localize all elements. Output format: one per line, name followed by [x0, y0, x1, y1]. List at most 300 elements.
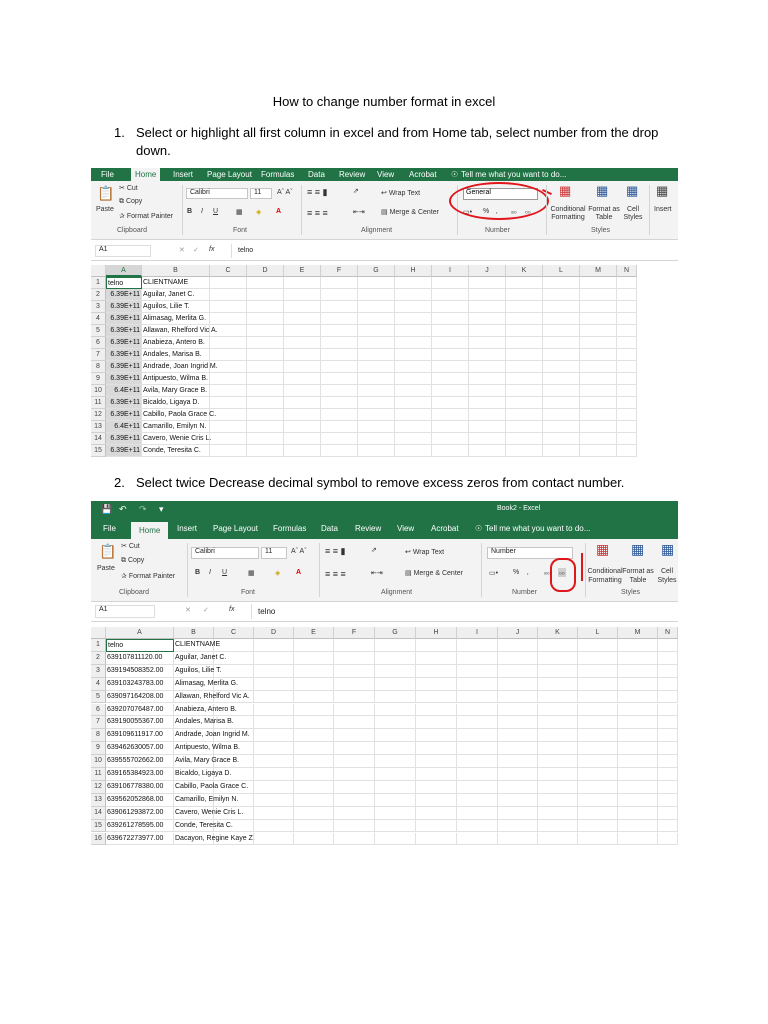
- cell[interactable]: [214, 729, 254, 742]
- percent-button[interactable]: %: [483, 208, 490, 215]
- cell-telno[interactable]: 6.39E+11: [106, 325, 142, 337]
- row-header[interactable]: 3: [91, 301, 106, 313]
- cell[interactable]: [538, 704, 578, 717]
- worksheet-grid[interactable]: [91, 627, 678, 850]
- cell[interactable]: [469, 325, 506, 337]
- italic-button[interactable]: I: [209, 569, 211, 576]
- cell[interactable]: [498, 820, 538, 833]
- tab-view[interactable]: View: [377, 170, 395, 179]
- tab-page-layout[interactable]: Page Layout: [207, 170, 252, 179]
- cell[interactable]: [254, 768, 294, 781]
- cell[interactable]: [658, 781, 678, 794]
- cell[interactable]: [506, 337, 543, 349]
- cell[interactable]: [294, 639, 334, 652]
- cell[interactable]: [538, 665, 578, 678]
- cell-telno[interactable]: 6.4E+11: [106, 385, 142, 397]
- cell[interactable]: [618, 781, 658, 794]
- cell[interactable]: [375, 794, 416, 807]
- fill-color-icon[interactable]: ◈: [256, 209, 262, 216]
- column-header-c[interactable]: C: [210, 265, 247, 277]
- cell[interactable]: [284, 325, 321, 337]
- cell[interactable]: [284, 289, 321, 301]
- cell[interactable]: [247, 289, 284, 301]
- cell[interactable]: [432, 361, 469, 373]
- cell[interactable]: [395, 409, 432, 421]
- cell[interactable]: [432, 349, 469, 361]
- cell[interactable]: [543, 421, 580, 433]
- increase-decimal-icon[interactable]: ₈₀: [544, 569, 550, 576]
- cell[interactable]: [618, 794, 658, 807]
- cell-telno[interactable]: 639194508352.00: [106, 665, 174, 678]
- customize-toolbar-icon[interactable]: ▾: [159, 504, 164, 514]
- format-painter-button[interactable]: [121, 572, 175, 580]
- cell[interactable]: [506, 397, 543, 409]
- cell[interactable]: [334, 755, 375, 768]
- cell[interactable]: [580, 337, 617, 349]
- cell[interactable]: [416, 678, 457, 691]
- cell[interactable]: [498, 652, 538, 665]
- cell-clientname[interactable]: Antipuesto, Wilma B.: [142, 373, 210, 385]
- cell[interactable]: [247, 373, 284, 385]
- cell-telno[interactable]: 639672273977.00: [106, 833, 174, 846]
- cell[interactable]: [294, 781, 334, 794]
- cell[interactable]: [358, 373, 395, 385]
- cell[interactable]: [395, 325, 432, 337]
- enter-icon[interactable]: ✓: [193, 247, 199, 254]
- cell[interactable]: [538, 794, 578, 807]
- cell[interactable]: [214, 781, 254, 794]
- cell-telno[interactable]: 6.39E+11: [106, 373, 142, 385]
- cell[interactable]: [321, 289, 358, 301]
- cell[interactable]: [498, 755, 538, 768]
- cell[interactable]: [506, 373, 543, 385]
- cell[interactable]: [294, 691, 334, 704]
- cell[interactable]: [214, 833, 254, 846]
- cell-clientname[interactable]: Andrade, Joan Ingrid M.: [174, 729, 214, 742]
- cell[interactable]: [210, 277, 247, 289]
- cell[interactable]: [395, 313, 432, 325]
- cell[interactable]: [294, 704, 334, 717]
- cell[interactable]: [321, 301, 358, 313]
- column-header-l[interactable]: L: [543, 265, 580, 277]
- cell[interactable]: [498, 729, 538, 742]
- tab-review[interactable]: Review: [339, 170, 366, 179]
- cell[interactable]: [210, 433, 247, 445]
- conditional-formatting-button[interactable]: Conditional Formatting: [587, 568, 623, 584]
- cell[interactable]: [214, 716, 254, 729]
- cell-clientname[interactable]: Anabieza, Antero B.: [142, 337, 210, 349]
- copy-button[interactable]: [121, 557, 144, 565]
- cell[interactable]: [375, 820, 416, 833]
- cell[interactable]: [284, 445, 321, 457]
- cell[interactable]: [358, 397, 395, 409]
- cancel-icon[interactable]: ✕: [179, 247, 185, 254]
- cell[interactable]: [375, 755, 416, 768]
- cell[interactable]: [538, 652, 578, 665]
- cell[interactable]: [416, 755, 457, 768]
- cell-clientname[interactable]: Conde, Teresita C.: [174, 820, 214, 833]
- cell[interactable]: [254, 807, 294, 820]
- cell[interactable]: [618, 833, 658, 846]
- cell[interactable]: [618, 691, 658, 704]
- cell[interactable]: [578, 820, 618, 833]
- cell[interactable]: [334, 691, 375, 704]
- cell[interactable]: [469, 361, 506, 373]
- conditional-formatting-button[interactable]: Conditional Formatting: [550, 206, 586, 221]
- cell[interactable]: [578, 678, 618, 691]
- cell[interactable]: [658, 794, 678, 807]
- cell[interactable]: [254, 665, 294, 678]
- cell[interactable]: [416, 768, 457, 781]
- cell[interactable]: [469, 385, 506, 397]
- cell[interactable]: [254, 716, 294, 729]
- row-header[interactable]: 6: [91, 704, 106, 717]
- cell[interactable]: [457, 781, 498, 794]
- cell[interactable]: [294, 716, 334, 729]
- cell[interactable]: [618, 652, 658, 665]
- column-header-m[interactable]: M: [580, 265, 617, 277]
- align-top-icon[interactable]: ≡ ≡ ▮: [307, 187, 328, 197]
- cell[interactable]: [321, 421, 358, 433]
- cell-clientname[interactable]: Aguilar, Janet C.: [142, 289, 210, 301]
- cell[interactable]: [334, 704, 375, 717]
- row-header[interactable]: 2: [91, 289, 106, 301]
- cell[interactable]: [543, 373, 580, 385]
- cell[interactable]: [432, 409, 469, 421]
- column-header-h[interactable]: H: [395, 265, 432, 277]
- cell[interactable]: [358, 289, 395, 301]
- cell[interactable]: [254, 755, 294, 768]
- cell-clientname[interactable]: Alimasag, Merlita G.: [174, 678, 214, 691]
- cell[interactable]: [658, 729, 678, 742]
- cell[interactable]: [506, 361, 543, 373]
- cell-telno[interactable]: 639061293872.00: [106, 807, 174, 820]
- cell[interactable]: [457, 807, 498, 820]
- cell[interactable]: [358, 349, 395, 361]
- cell[interactable]: [214, 820, 254, 833]
- cell[interactable]: [247, 325, 284, 337]
- insert-cells-button[interactable]: Insert: [654, 206, 672, 213]
- cell[interactable]: [538, 742, 578, 755]
- cancel-icon[interactable]: ✕: [185, 607, 191, 614]
- comma-icon[interactable]: ‚: [496, 208, 498, 215]
- cell-telno[interactable]: telno: [106, 277, 142, 289]
- cell[interactable]: [254, 781, 294, 794]
- cell[interactable]: [416, 820, 457, 833]
- font-color-icon[interactable]: A: [296, 569, 302, 576]
- row-header[interactable]: 11: [91, 768, 106, 781]
- cell[interactable]: [284, 397, 321, 409]
- cell[interactable]: [375, 665, 416, 678]
- cell[interactable]: [210, 409, 247, 421]
- cell[interactable]: [416, 833, 457, 846]
- cell[interactable]: [658, 820, 678, 833]
- cell[interactable]: [395, 289, 432, 301]
- row-header[interactable]: 9: [91, 373, 106, 385]
- cell[interactable]: [247, 445, 284, 457]
- cell[interactable]: [334, 768, 375, 781]
- cell[interactable]: [416, 794, 457, 807]
- tab-page-layout[interactable]: Page Layout: [213, 524, 258, 533]
- cell[interactable]: [214, 691, 254, 704]
- cell[interactable]: [334, 639, 375, 652]
- cell-styles-icon[interactable]: ▦: [626, 183, 639, 198]
- cell[interactable]: [294, 820, 334, 833]
- cell-clientname[interactable]: Allawan, Rhelford Vic A.: [174, 691, 214, 704]
- cell[interactable]: [580, 349, 617, 361]
- cell[interactable]: [358, 277, 395, 289]
- cell[interactable]: [210, 385, 247, 397]
- cell[interactable]: [498, 716, 538, 729]
- cell[interactable]: [498, 781, 538, 794]
- bold-button[interactable]: B: [187, 208, 193, 215]
- column-header-h[interactable]: H: [416, 627, 457, 639]
- cell[interactable]: [416, 691, 457, 704]
- cell[interactable]: [543, 409, 580, 421]
- cell-telno[interactable]: 639562052868.00: [106, 794, 174, 807]
- cell[interactable]: [543, 397, 580, 409]
- redo-icon[interactable]: ↷: [139, 504, 147, 514]
- cell[interactable]: [618, 742, 658, 755]
- increase-decimal-icon[interactable]: ₈₀: [511, 208, 517, 215]
- row-header[interactable]: 10: [91, 755, 106, 768]
- number-format-select[interactable]: Number: [487, 547, 573, 559]
- cell[interactable]: [469, 301, 506, 313]
- cell[interactable]: [416, 704, 457, 717]
- row-header[interactable]: 5: [91, 691, 106, 704]
- cell[interactable]: [469, 409, 506, 421]
- cell[interactable]: [543, 337, 580, 349]
- cell[interactable]: [543, 301, 580, 313]
- select-all-corner[interactable]: [91, 265, 106, 277]
- cell[interactable]: [254, 794, 294, 807]
- cell[interactable]: [254, 639, 294, 652]
- cut-button[interactable]: [119, 184, 138, 192]
- paste-label[interactable]: Paste: [96, 206, 114, 213]
- column-header-b[interactable]: B: [142, 265, 210, 277]
- underline-button[interactable]: U: [213, 208, 219, 215]
- cell[interactable]: [498, 768, 538, 781]
- cell-telno[interactable]: 639165384923.00: [106, 768, 174, 781]
- cell[interactable]: [580, 289, 617, 301]
- cell[interactable]: [618, 678, 658, 691]
- cell[interactable]: [538, 639, 578, 652]
- cell[interactable]: [617, 409, 637, 421]
- cell[interactable]: [469, 397, 506, 409]
- row-header[interactable]: 7: [91, 349, 106, 361]
- cell[interactable]: [578, 781, 618, 794]
- cell[interactable]: [538, 691, 578, 704]
- column-header-k[interactable]: K: [538, 627, 578, 639]
- cell[interactable]: [618, 755, 658, 768]
- cell-styles-button[interactable]: Cell Styles: [623, 206, 643, 221]
- cell[interactable]: [457, 755, 498, 768]
- cell[interactable]: [210, 373, 247, 385]
- cell[interactable]: [321, 349, 358, 361]
- cell-clientname[interactable]: Camarillo, Emilyn N.: [142, 421, 210, 433]
- cell[interactable]: [469, 421, 506, 433]
- column-header-b[interactable]: B: [174, 627, 214, 639]
- cell[interactable]: [214, 665, 254, 678]
- row-header[interactable]: 2: [91, 652, 106, 665]
- column-header-f[interactable]: F: [321, 265, 358, 277]
- cell[interactable]: [254, 652, 294, 665]
- cell[interactable]: [498, 665, 538, 678]
- cell-clientname[interactable]: Aguilos, Lilie T.: [174, 665, 214, 678]
- cell[interactable]: [498, 704, 538, 717]
- cell[interactable]: [617, 289, 637, 301]
- cell[interactable]: [538, 768, 578, 781]
- cell[interactable]: [210, 313, 247, 325]
- row-header[interactable]: 4: [91, 313, 106, 325]
- cell[interactable]: [254, 833, 294, 846]
- cell[interactable]: [543, 313, 580, 325]
- cell[interactable]: [469, 349, 506, 361]
- cell[interactable]: [469, 277, 506, 289]
- tab-formulas[interactable]: Formulas: [273, 524, 307, 533]
- cell[interactable]: [284, 361, 321, 373]
- cell[interactable]: [334, 665, 375, 678]
- select-all-corner[interactable]: [91, 627, 106, 639]
- cell[interactable]: [618, 807, 658, 820]
- cell[interactable]: [254, 820, 294, 833]
- cell[interactable]: [580, 325, 617, 337]
- cell[interactable]: [432, 445, 469, 457]
- column-header-c[interactable]: C: [214, 627, 254, 639]
- row-header[interactable]: 12: [91, 781, 106, 794]
- cell[interactable]: [416, 665, 457, 678]
- cell[interactable]: [617, 397, 637, 409]
- cell[interactable]: [617, 361, 637, 373]
- cell[interactable]: [375, 678, 416, 691]
- cell[interactable]: [214, 704, 254, 717]
- cell[interactable]: [375, 781, 416, 794]
- cell[interactable]: [375, 691, 416, 704]
- cell[interactable]: [580, 313, 617, 325]
- percent-button[interactable]: %: [513, 569, 520, 576]
- tab-file[interactable]: File: [103, 524, 116, 533]
- cell[interactable]: [578, 807, 618, 820]
- cell-clientname[interactable]: Bicaldo, Ligaya D.: [142, 397, 210, 409]
- tab-formulas[interactable]: Formulas: [261, 170, 295, 179]
- cell[interactable]: [543, 325, 580, 337]
- row-header[interactable]: 14: [91, 433, 106, 445]
- cell[interactable]: [334, 807, 375, 820]
- cell[interactable]: [254, 729, 294, 742]
- cell[interactable]: [617, 445, 637, 457]
- cell[interactable]: [416, 716, 457, 729]
- cell[interactable]: [578, 729, 618, 742]
- row-header[interactable]: 8: [91, 361, 106, 373]
- cell[interactable]: [580, 301, 617, 313]
- cell[interactable]: [498, 691, 538, 704]
- cell[interactable]: [432, 385, 469, 397]
- row-header[interactable]: 13: [91, 794, 106, 807]
- cell[interactable]: [321, 325, 358, 337]
- cell-telno[interactable]: 6.39E+11: [106, 397, 142, 409]
- cell-clientname[interactable]: Antipuesto, Wilma B.: [174, 742, 214, 755]
- cut-button[interactable]: [121, 542, 140, 550]
- tell-me-search[interactable]: Tell me what you want to do...: [485, 524, 591, 533]
- cell[interactable]: [580, 373, 617, 385]
- cell[interactable]: [580, 409, 617, 421]
- cell[interactable]: [321, 313, 358, 325]
- name-box[interactable]: A1: [95, 605, 155, 618]
- cell[interactable]: [578, 652, 618, 665]
- cell[interactable]: [498, 639, 538, 652]
- cell[interactable]: [416, 807, 457, 820]
- cell-clientname[interactable]: Alimasag, Merlita G.: [142, 313, 210, 325]
- cell[interactable]: [294, 665, 334, 678]
- cell[interactable]: [457, 729, 498, 742]
- cell[interactable]: [395, 277, 432, 289]
- row-header[interactable]: 11: [91, 397, 106, 409]
- cell[interactable]: [395, 373, 432, 385]
- cell[interactable]: [617, 373, 637, 385]
- cell[interactable]: [395, 445, 432, 457]
- cell[interactable]: [469, 337, 506, 349]
- column-header-n[interactable]: N: [658, 627, 678, 639]
- cell[interactable]: [321, 397, 358, 409]
- cell[interactable]: [334, 781, 375, 794]
- cell[interactable]: [580, 421, 617, 433]
- cell[interactable]: [214, 755, 254, 768]
- cell[interactable]: [358, 385, 395, 397]
- cell[interactable]: [658, 742, 678, 755]
- grow-font-icon[interactable]: Aˆ Aˇ: [291, 548, 307, 555]
- cell[interactable]: [578, 794, 618, 807]
- cell-styles-icon[interactable]: ▦: [661, 541, 675, 557]
- column-header-e[interactable]: E: [294, 627, 334, 639]
- cell-clientname[interactable]: Conde, Teresita C.: [142, 445, 210, 457]
- cell-clientname[interactable]: Andrade, Joan Ingrid M.: [142, 361, 210, 373]
- orientation-icon[interactable]: ⇗: [371, 547, 377, 554]
- cell[interactable]: [457, 652, 498, 665]
- format-painter-button[interactable]: [119, 212, 173, 220]
- borders-icon[interactable]: ▦: [248, 570, 255, 577]
- grow-font-icon[interactable]: Aˆ Aˇ: [277, 189, 293, 196]
- cell[interactable]: [210, 289, 247, 301]
- cell[interactable]: [580, 433, 617, 445]
- cell[interactable]: [457, 716, 498, 729]
- format-as-table-button[interactable]: Format as Table: [588, 206, 620, 221]
- cell[interactable]: [284, 385, 321, 397]
- comma-icon[interactable]: ‚: [527, 569, 529, 576]
- font-name-select[interactable]: Calibri: [186, 188, 248, 199]
- cell[interactable]: [284, 277, 321, 289]
- cell[interactable]: [375, 833, 416, 846]
- cell[interactable]: [321, 409, 358, 421]
- cell[interactable]: [416, 652, 457, 665]
- borders-icon[interactable]: ▦: [236, 209, 243, 216]
- row-header[interactable]: 15: [91, 820, 106, 833]
- cell[interactable]: [617, 313, 637, 325]
- paste-icon[interactable]: 📋: [97, 185, 115, 201]
- cell[interactable]: [543, 385, 580, 397]
- row-header[interactable]: 7: [91, 716, 106, 729]
- cell-telno[interactable]: 6.39E+11: [106, 433, 142, 445]
- cell[interactable]: [210, 445, 247, 457]
- cell[interactable]: [506, 301, 543, 313]
- cell[interactable]: [210, 361, 247, 373]
- cell[interactable]: [432, 421, 469, 433]
- cell[interactable]: [395, 349, 432, 361]
- cell[interactable]: [375, 704, 416, 717]
- cell[interactable]: [498, 678, 538, 691]
- cell[interactable]: [284, 313, 321, 325]
- cell[interactable]: [658, 755, 678, 768]
- cell[interactable]: [432, 373, 469, 385]
